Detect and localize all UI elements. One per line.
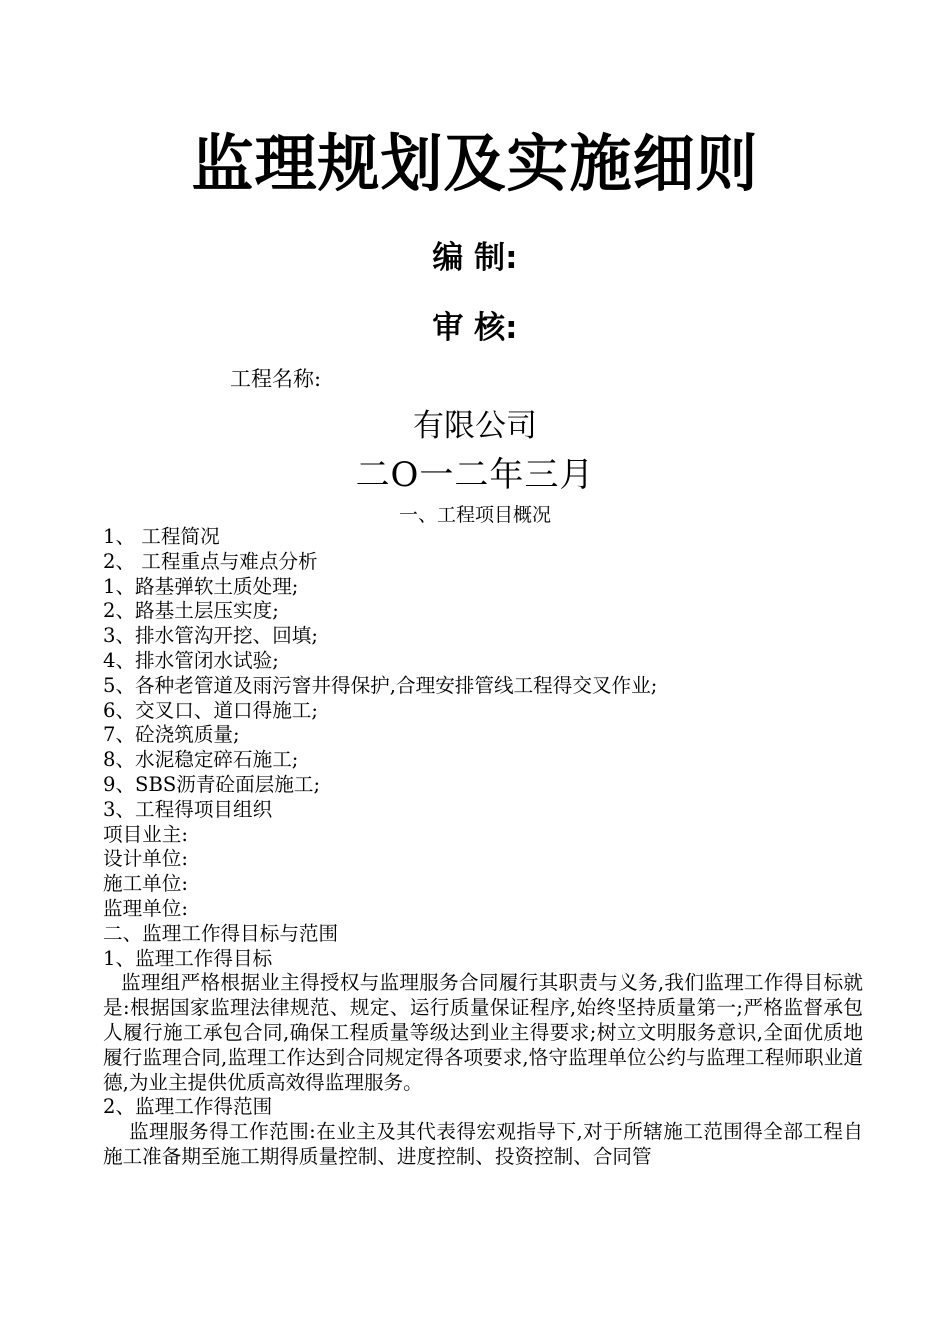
- compiler-label: 编 制:: [432, 240, 518, 276]
- scope-heading: 2、监理工作得范围: [103, 1095, 273, 1119]
- outline-line: 8、水泥稳定碎石施工;: [103, 748, 299, 772]
- outline-line: 4、排水管闭水试验;: [103, 648, 279, 672]
- outline-line: 1、路基弹软土质处理;: [103, 574, 299, 598]
- section-heading-overview: 一、工程项目概况: [398, 504, 551, 526]
- reviewer-label: 审 核:: [432, 310, 518, 346]
- goal-paragraph: 监理组严格根据业主得授权与监理服务合同履行其职责与义务,我们监理工作得目标就是:根据国家监理法律规范、规定、运行质量保证程序,始终坚持质量第一;严格监督承包人履行施工承包合同,确保工程质量等级达到业主得要求;树立文明服务意识,全面优质地履行监理合同,监理工作达到合同规定得各项要求,恪守监理单位公约与监理工程师职业道德,为业主提供优质高效得监理服务。: [103, 971, 863, 1094]
- project-name-label: 工程名称:: [230, 367, 322, 391]
- outline-line: 1、 工程简况: [103, 525, 220, 548]
- document-date: 二O一二年三月: [355, 455, 595, 495]
- outline-line: 2、路基土层压实度;: [103, 599, 279, 623]
- outline-line: 设计单位:: [103, 847, 188, 871]
- outline-line: 二、监理工作得目标与范围: [103, 921, 339, 945]
- outline-line: 1、监理工作得目标: [103, 946, 273, 970]
- outline-line: 9、SBS沥青砼面层施工;: [103, 772, 321, 796]
- scope-paragraph: 监理服务得工作范围:在业主及其代表得宏观指导下,对于所辖施工范围得全部工程自施工准备期至施工期得质量控制、进度控制、投资控制、合同管: [103, 1120, 863, 1168]
- outline-line: 5、各种老管道及雨污窨井得保护,合理安排管线工程得交叉作业;: [103, 673, 658, 697]
- outline-line: 7、砼浇筑质量;: [103, 723, 240, 747]
- outline-line: 2、 工程重点与难点分析: [103, 549, 318, 573]
- outline-line: 监理单位:: [103, 896, 188, 920]
- outline-line: 3、工程得项目组织: [103, 797, 273, 821]
- document-title: 监理规划及实施细则: [191, 127, 759, 200]
- outline-line: 6、交叉口、道口得施工;: [103, 698, 319, 722]
- outline-line: 3、排水管沟开挖、回填;: [103, 624, 319, 648]
- document-body: [103, 525, 863, 1170]
- company-name: 有限公司: [413, 408, 537, 444]
- outline-line: 施工单位:: [103, 872, 188, 896]
- outline-line: 项目业主:: [103, 822, 188, 846]
